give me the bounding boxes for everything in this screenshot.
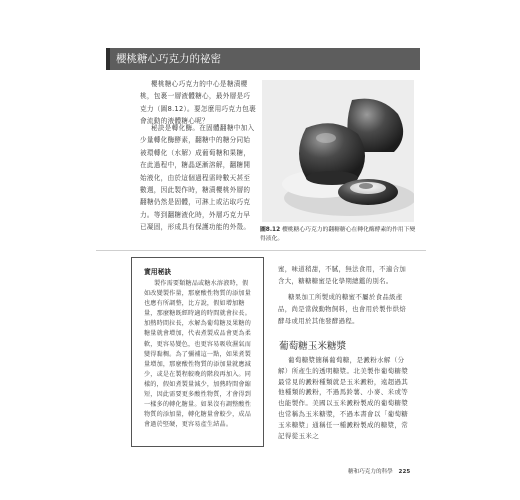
intro-paragraph-2: 秘訣是轉化酶。在固體翻糖中加入少量轉化酶酵素，翻糖中的糖分同始被環轉化（水解）成葡萄糖和果糖，在此過程中，糖晶逐漸溶解，翻糖開始液化，由於這個過程需時數天甚至數週，因此製作時，糖漬櫻桃外層的翻糖仍然是固體，可淋上或沾取巧克力。等到翻糖液化時，外層巧克力早已凝固，形成具有保護功能的外殼。 [140,124,255,232]
section-title: 櫻桃糖心巧克力的祕密 [116,53,221,65]
figure-label: 圖8.12 [260,227,281,233]
figure-caption [260,226,420,244]
right-paragraph-2: 糖果加工所製成的糖蜜不屬於食品級產品，尚是當做動物飼料，也會用於製作烘焙酵母或用於其他發酵過程。 [278,293,407,325]
footer-book-title: 糖和巧克力的科學 [348,469,393,475]
section-title-bar [106,48,420,70]
section-divider [96,250,426,251]
tip-body: 製作需要類糖品或糖水溶液時，假如改變製作量，那麼酸性物質的添加量也應有所調整，比方說，假如增加糖量，那麼糖既經時適的時間就會拉長。加熱時間拉長，水解為葡萄糖及果糖的糖量就會增加，代表煮製成品會更為柔軟，更容易變色，也更容易吸收濕氣而變得黏稠。為了彌補這一點，如果煮製量增加，那麼酸性物質的添加量就應減少，或是在製程較晚的階段再加入。同樣的，假如煮製量減少，加熱時間會縮短，因此需要更多酸性物質，才會得到一樣多的轉化糖量。如果沒有調整酸性物質的添加量，轉化糖量會較少，成品會過於堅硬，更容易產生結晶。 [144,280,251,429]
cherry-cordial-photo [262,80,414,222]
glucose-syrup-subheading: 葡萄糖玉米糖漿 [279,341,347,352]
page-number: 225 [398,469,411,475]
figure-caption-text: 櫻桃糖心巧克力的翻糖糖心在轉化酶酵素的作用下變得液化。 [260,227,416,242]
tip-heading: 實用秘訣 [144,268,172,276]
right-paragraph-1: 蜜，味道稍甜，不膩，無法食用，不適合加含大，糖糖糖蜜是化學期總鑑的別名。 [278,265,407,285]
page-footer [348,467,410,475]
tip-sidebar-box [131,257,264,447]
right-paragraph-3: 葡萄糖漿簡稱葡萄糖，是澱粉水解（分解）所產生的透明糖漿。北美製作葡萄糖漿最常見的澱粉種類就是玉米澱粉，遠超過其他種類的澱粉，不過馬鈴薯、小麥、米或等也能製作。美國以玉米澱粉製成的葡萄糖漿也常稱為玉米糖漿，不過本書會以「葡萄糖玉米糖漿」通稱任一種澱粉製成的糖漿，常記得從玉米之 [278,356,409,440]
title-accent-bar [106,48,110,70]
intro-paragraph-1: 櫻桃糖心巧克力的中心是糖漬櫻桃，包裹一層液體糖心，最外層是巧克力（圖8.12）。要怎麼用巧克力包裹會流動的液體糖心呢？ [140,80,256,126]
